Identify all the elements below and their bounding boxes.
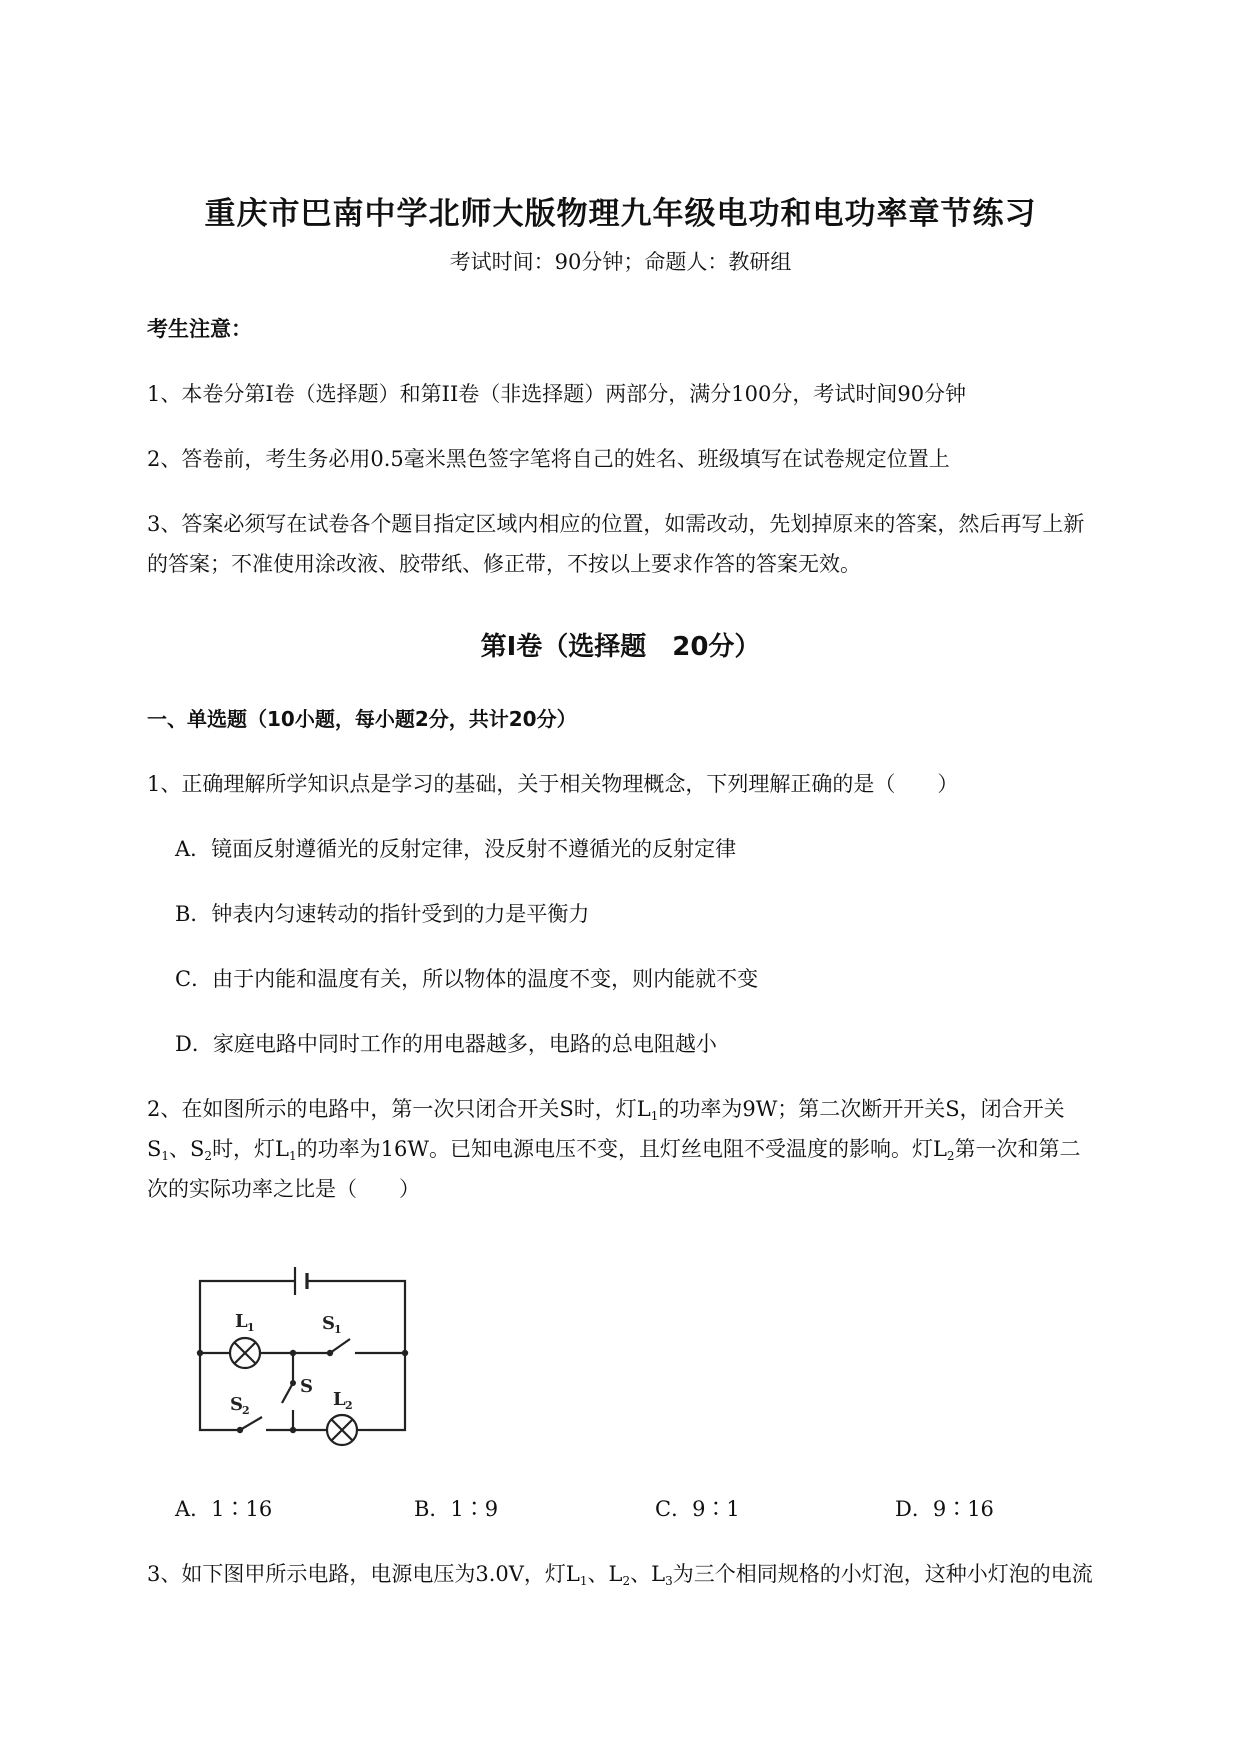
junction-dot — [197, 1350, 203, 1356]
page-title: 重庆市巴南中学北师大版物理九年级电功和电功率章节练习 — [204, 196, 1037, 232]
q2-text: 2、在如图所示的电路中，第一次只闭合开关S时，灯L — [147, 1097, 651, 1121]
q2-text: 第一次和第二 — [954, 1137, 1081, 1161]
subscript: 1 — [289, 1149, 297, 1163]
question-1-stem: 1、正确理解所学知识点是学习的基础，关于相关物理概念，下列理解正确的是（ ） — [147, 772, 959, 796]
subscript: 2 — [204, 1149, 213, 1163]
q2-text: 、S — [169, 1137, 205, 1161]
svg-text:1: 1 — [334, 1323, 342, 1336]
question-1-option-b: B．钟表内匀速转动的指针受到的力是平衡力 — [175, 902, 590, 926]
svg-text:2: 2 — [242, 1404, 250, 1417]
q3-text: 、L — [587, 1562, 623, 1586]
junction-dot — [290, 1427, 296, 1433]
junction-dot — [237, 1427, 243, 1433]
switch-s2-icon — [240, 1417, 262, 1430]
notice-item-3-cont: 的答案；不准使用涂改液、胶带纸、修正带，不按以上要求作答的答案无效。 — [147, 552, 861, 576]
question-2-option-d: D．9∶16 — [895, 1497, 994, 1521]
notice-item-2: 2、答卷前，考生务必用0.5毫米黑色签字笔将自己的姓名、班级填写在试卷规定位置上 — [147, 447, 950, 471]
part-heading: 一、单选题（10小题，每小题2分，共计20分） — [147, 707, 577, 731]
label-l2: L — [333, 1389, 346, 1410]
question-1-option-a: A．镜面反射遵循光的反射定律，没反射不遵循光的反射定律 — [175, 837, 737, 861]
notice-item-1: 1、本卷分第I卷（选择题）和第II卷（非选择题）两部分，满分100分，考试时间90分钟 — [147, 382, 967, 406]
junction-dot — [327, 1350, 333, 1356]
subscript: 1 — [161, 1149, 170, 1163]
exam-info: 考试时间：90分钟；命题人：教研组 — [449, 250, 792, 274]
question-2-option-a: A．1∶16 — [175, 1497, 273, 1521]
question-2-line-2 — [147, 1133, 1081, 1163]
svg-text:2: 2 — [345, 1399, 353, 1412]
label-s2: S — [230, 1394, 243, 1415]
q2-text: 的功率为16W。已知电源电压不变，且灯丝电阻不受温度的影响。灯L — [296, 1137, 947, 1161]
section-title: 第I卷（选择题 20分） — [480, 632, 761, 662]
q3-text: 3、如下图甲所示电路，电源电压为3.0V，灯L — [147, 1562, 580, 1586]
subscript: 3 — [665, 1574, 673, 1588]
label-l1: L — [235, 1311, 248, 1332]
wire-right — [307, 1281, 405, 1430]
label-s: S — [300, 1376, 313, 1397]
svg-text:1: 1 — [247, 1321, 255, 1334]
question-2-line-1 — [147, 1093, 1065, 1123]
junction-dot — [290, 1350, 296, 1356]
question-3-line-1 — [147, 1558, 1093, 1588]
label-s1: S — [322, 1313, 335, 1334]
switch-s-icon — [282, 1383, 293, 1403]
subscript: 2 — [946, 1149, 955, 1163]
q3-text: 为三个相同规格的小灯泡，这种小灯泡的电流 — [672, 1562, 1093, 1586]
circuit-diagram — [190, 1255, 430, 1455]
q3-text: 、L — [630, 1562, 666, 1586]
question-1-option-c: C．由于内能和温度有关，所以物体的温度不变，则内能就不变 — [175, 967, 759, 991]
notice-item-3: 3、答案必须写在试卷各个题目指定区域内相应的位置，如需改动，先划掉原来的答案，然后再写上新 — [147, 512, 1085, 536]
switch-pivot — [290, 1380, 296, 1386]
subscript: 1 — [650, 1109, 659, 1123]
q2-text: 的功率为9W；第二次断开开关S，闭合开关 — [658, 1097, 1065, 1121]
question-2-line-3: 次的实际功率之比是（ ） — [147, 1177, 420, 1201]
question-2-option-b: B．1∶9 — [414, 1497, 499, 1521]
q2-text: 时，灯L — [212, 1137, 290, 1161]
question-2-option-c: C．9∶1 — [655, 1497, 740, 1521]
subscript: 1 — [579, 1574, 588, 1588]
notice-heading: 考生注意： — [147, 317, 252, 341]
junction-dot — [402, 1350, 408, 1356]
question-1-option-d: D．家庭电路中同时工作的用电器越多，电路的总电阻越小 — [175, 1032, 717, 1056]
q2-text: S — [147, 1137, 162, 1161]
subscript: 2 — [622, 1574, 631, 1588]
switch-s1-icon — [330, 1339, 350, 1353]
